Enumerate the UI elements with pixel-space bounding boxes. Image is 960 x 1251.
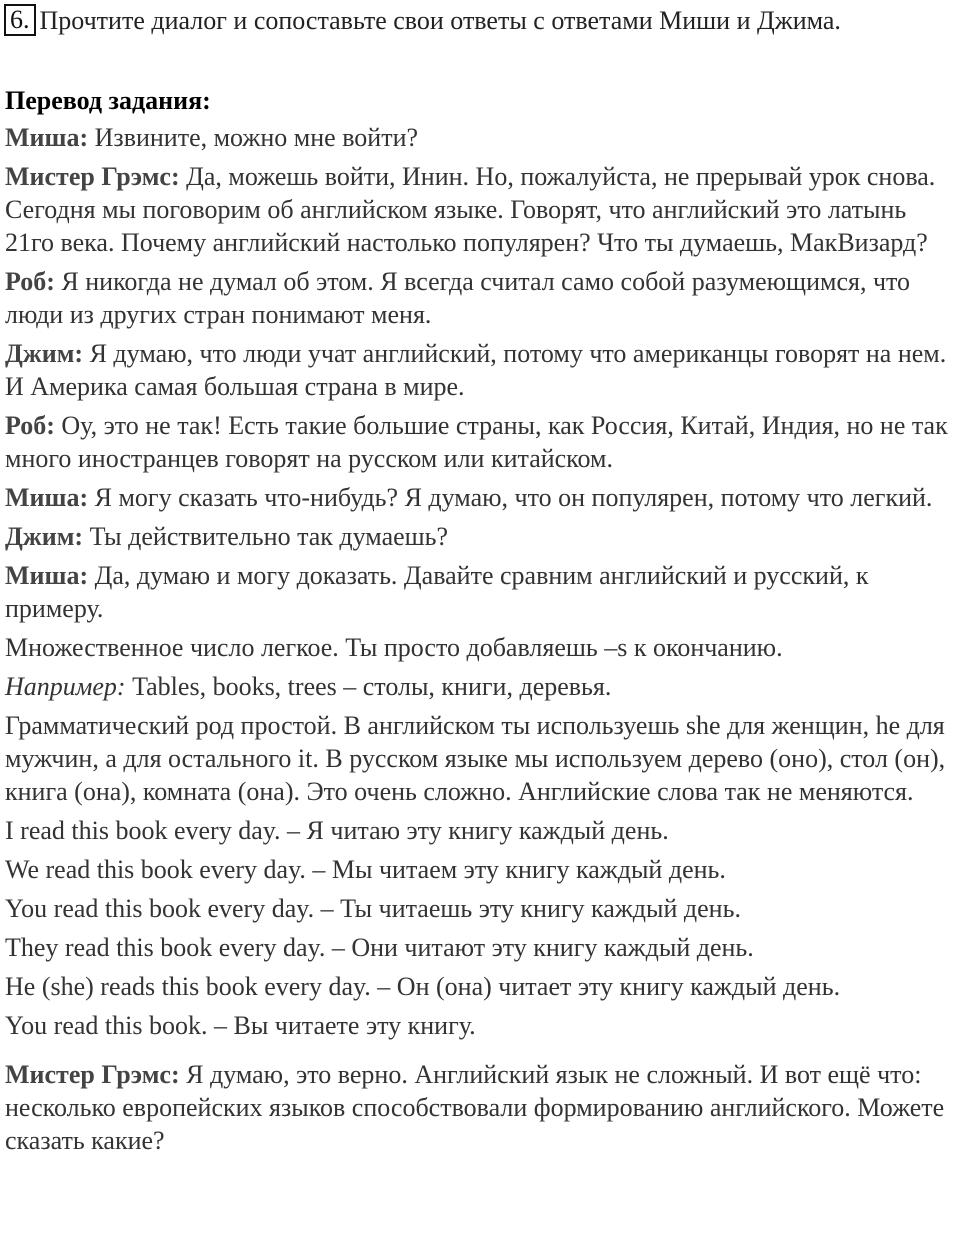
dialog-text: Я думаю, что люди учат английский, потому что американцы говорят на нем. И Америка самая большая страна в мире. (5, 339, 947, 401)
speaker-name: Миша: (5, 561, 89, 590)
dialog-line (5, 265, 959, 331)
example-label: Например: (5, 672, 126, 701)
dialog-text: They read this book every day. – Они читают эту книгу каждый день. (5, 933, 754, 962)
speaker-name: Миша: (5, 483, 89, 512)
dialog-text: Оу, это не так! Есть такие большие страны, как Россия, Китай, Индия, но не так много иностранцев говорят на русском или китайском. (5, 411, 948, 473)
dialog-text: Я никогда не думал об этом. Я всегда считал само собой разумеющимся, что люди из других стран понимают меня. (5, 267, 911, 329)
speaker-name: Джим: (5, 522, 84, 551)
speaker-name: Мистер Грэмс: (5, 162, 180, 191)
dialog-line (5, 709, 959, 808)
dialog-line (5, 409, 959, 475)
speaker-name: Миша: (5, 123, 89, 152)
dialog-text: Я думаю, это верно. Английский язык не сложный. И вот ещё что: несколько европейских языков способствовали формированию английского. Можете сказать какие? (5, 1060, 945, 1155)
dialog-line (5, 970, 959, 1003)
dialog-text: Я могу сказать что-нибудь? Я думаю, что он популярен, потому что легкий. (88, 483, 933, 512)
dialog-line (5, 853, 959, 886)
dialog-text: Грамматический род простой. В английском ты используешь she для женщин, he для мужчин, а для остального it. В русском языке мы используем дерево (оно), стол (он), книга (она), комната (она). Это очень сложно. Английские слова так не меняются. (5, 711, 946, 806)
dialog-text: He (she) reads this book every day. – Он (она) читает эту книгу каждый день. (5, 972, 841, 1001)
dialog-line (5, 814, 959, 847)
speaker-name: Роб: (5, 267, 55, 296)
dialog-line (5, 892, 959, 925)
dialog-line (5, 337, 959, 403)
task-text: Прочтите диалог и сопоставьте свои ответы с ответами Миши и Джима. (39, 6, 841, 35)
dialog-text: Ты действительно так думаешь? (83, 522, 449, 551)
dialog-line (5, 1009, 959, 1042)
dialog-text: You read this book every day. – Ты читаешь эту книгу каждый день. (5, 894, 741, 923)
dialog-text: I read this book every day. – Я читаю эту книгу каждый день. (5, 816, 669, 845)
spacer (5, 1048, 959, 1058)
speaker-name: Мистер Грэмс: (5, 1060, 180, 1089)
translation-section (5, 84, 959, 1163)
dialog-text: Множественное число легкое. Ты просто добавляешь –s к окончанию. (5, 633, 783, 662)
speaker-name: Роб: (5, 411, 55, 440)
dialog-line (5, 670, 959, 703)
dialog-line (5, 931, 959, 964)
dialog-line (5, 1058, 959, 1157)
dialog-line (5, 559, 959, 625)
dialog-text: You read this book. – Вы читаете эту книгу. (5, 1011, 476, 1040)
task-number: 6. (4, 4, 36, 36)
dialog-text: Да, можешь войти, Инин. Но, пожалуйста, не прерывай урок снова. Сегодня мы поговорим об английском языке. Говорят, что английский это латынь 21го века. Почему английский настолько популярен? Что ты думаешь, МакВизард? (5, 162, 936, 257)
dialog-text: Tables, books, trees – столы, книги, деревья. (125, 672, 612, 701)
dialog-text: Да, думаю и могу доказать. Давайте сравним английский и русский, к примеру. (5, 561, 869, 623)
dialog-text: Извините, можно мне войти? (88, 123, 419, 152)
dialog-line (5, 520, 959, 553)
dialog-text: We read this book every day. – Мы читаем эту книгу каждый день. (5, 855, 726, 884)
dialog-line (5, 631, 959, 664)
dialog-line (5, 160, 959, 259)
dialog-line (5, 121, 959, 154)
task-header (4, 4, 841, 37)
section-title: Перевод задания: (5, 86, 211, 115)
speaker-name: Джим: (5, 339, 84, 368)
dialog-line (5, 481, 959, 514)
